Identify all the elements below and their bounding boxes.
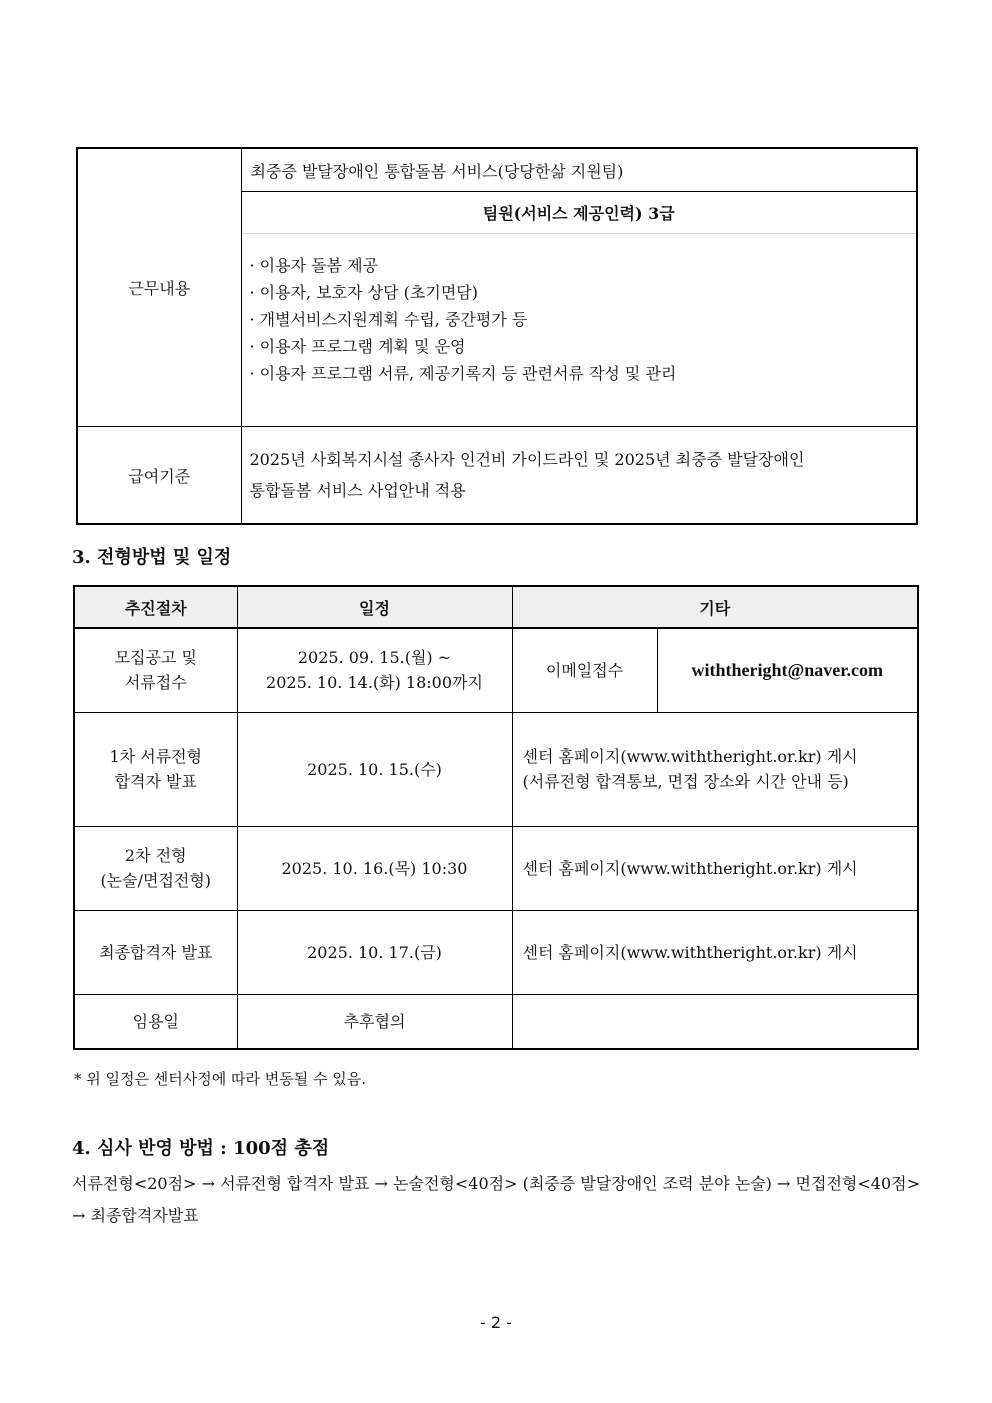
section-3-title: 3. 전형방법 및 일정 <box>72 547 232 568</box>
table-row <box>74 712 918 826</box>
duties-list <box>241 234 917 427</box>
etc-cell: 센터 홈페이지(www.withtheright.or.kr) 게시 <box>512 826 918 910</box>
rank-title: 팀원(서비스 제공인력) 3급 <box>241 192 917 234</box>
schedule-table <box>73 585 919 1050</box>
date-line: 2025. 09. 15.(월) ~ <box>297 648 452 668</box>
duty-item: · 이용자 돌봄 제공 <box>249 256 379 275</box>
date-cell: 2025. 10. 17.(금) <box>237 910 512 994</box>
duty-item: · 이용자, 보호자 상담 (초기면담) <box>249 283 478 302</box>
section-4-title: 4. 심사 반영 방법 : 100점 총점 <box>72 1138 330 1159</box>
salary-label: 급여기준 <box>77 427 241 525</box>
table-row <box>74 826 918 910</box>
step-cell: 최종합격자 발표 <box>74 910 237 994</box>
work-content-label: 근무내용 <box>77 148 241 427</box>
etc-cell <box>512 994 918 1049</box>
date-cell: 추후협의 <box>237 994 512 1049</box>
job-details-table <box>76 147 918 525</box>
date-cell: 2025. 10. 16.(목) 10:30 <box>237 826 512 910</box>
header-etc: 기타 <box>512 586 918 628</box>
header-step: 추진절차 <box>74 586 237 628</box>
step-line: 서류접수 <box>124 673 187 693</box>
step-line: 1차 서류전형 <box>109 747 203 766</box>
date-line: 2025. 10. 14.(화) 18:00까지 <box>266 673 483 693</box>
table-row <box>74 994 918 1049</box>
date-cell <box>237 628 512 712</box>
step-cell <box>74 712 237 826</box>
step-line: 모집공고 및 <box>114 648 197 668</box>
page-number: - 2 - <box>480 1313 512 1332</box>
email-address: withtheright@naver.com <box>657 628 918 712</box>
table-row <box>74 628 918 712</box>
schedule-note: * 위 일정은 센터사정에 따라 변동될 수 있음. <box>74 1070 366 1088</box>
step-line: (논술/면접전형) <box>100 871 212 890</box>
duty-item: · 개별서비스지원계획 수립, 중간평가 등 <box>249 310 528 329</box>
step-cell: 임용일 <box>74 994 237 1049</box>
date-cell: 2025. 10. 15.(수) <box>237 712 512 826</box>
etc-line: (서류전형 합격통보, 면접 장소와 시간 안내 등) <box>522 772 849 791</box>
table-row <box>74 910 918 994</box>
duty-item: · 이용자 프로그램 서류, 제공기록지 등 관련서류 작성 및 관리 <box>249 364 677 383</box>
etc-line: 센터 홈페이지(www.withtheright.or.kr) 게시 <box>522 747 858 766</box>
step-cell <box>74 826 237 910</box>
salary-text <box>241 427 917 525</box>
step-line: 합격자 발표 <box>114 772 197 791</box>
etc-cell: 센터 홈페이지(www.withtheright.or.kr) 게시 <box>512 910 918 994</box>
step-cell <box>74 628 237 712</box>
email-label: 이메일접수 <box>512 628 657 712</box>
salary-line: 통합돌봄 서비스 사업안내 적용 <box>249 481 466 500</box>
header-date: 일정 <box>237 586 512 628</box>
department-name: 최중증 발달장애인 통합돌봄 서비스(당당한삶 지원팀) <box>241 148 917 192</box>
evaluation-method-text: 서류전형<20점> → 서류전형 합격자 발표 → 논술전형<40점> (최중증 발달장애인 조력 분야 논술) → 면접전형<40점> → 최종합격자발표 <box>72 1174 920 1225</box>
duty-item: · 이용자 프로그램 계획 및 운영 <box>249 337 466 356</box>
step-line: 2차 전형 <box>124 846 187 865</box>
etc-cell <box>512 712 918 826</box>
salary-line: 2025년 사회복지시설 종사자 인건비 가이드라인 및 2025년 최중증 발달장애인 <box>249 450 805 469</box>
